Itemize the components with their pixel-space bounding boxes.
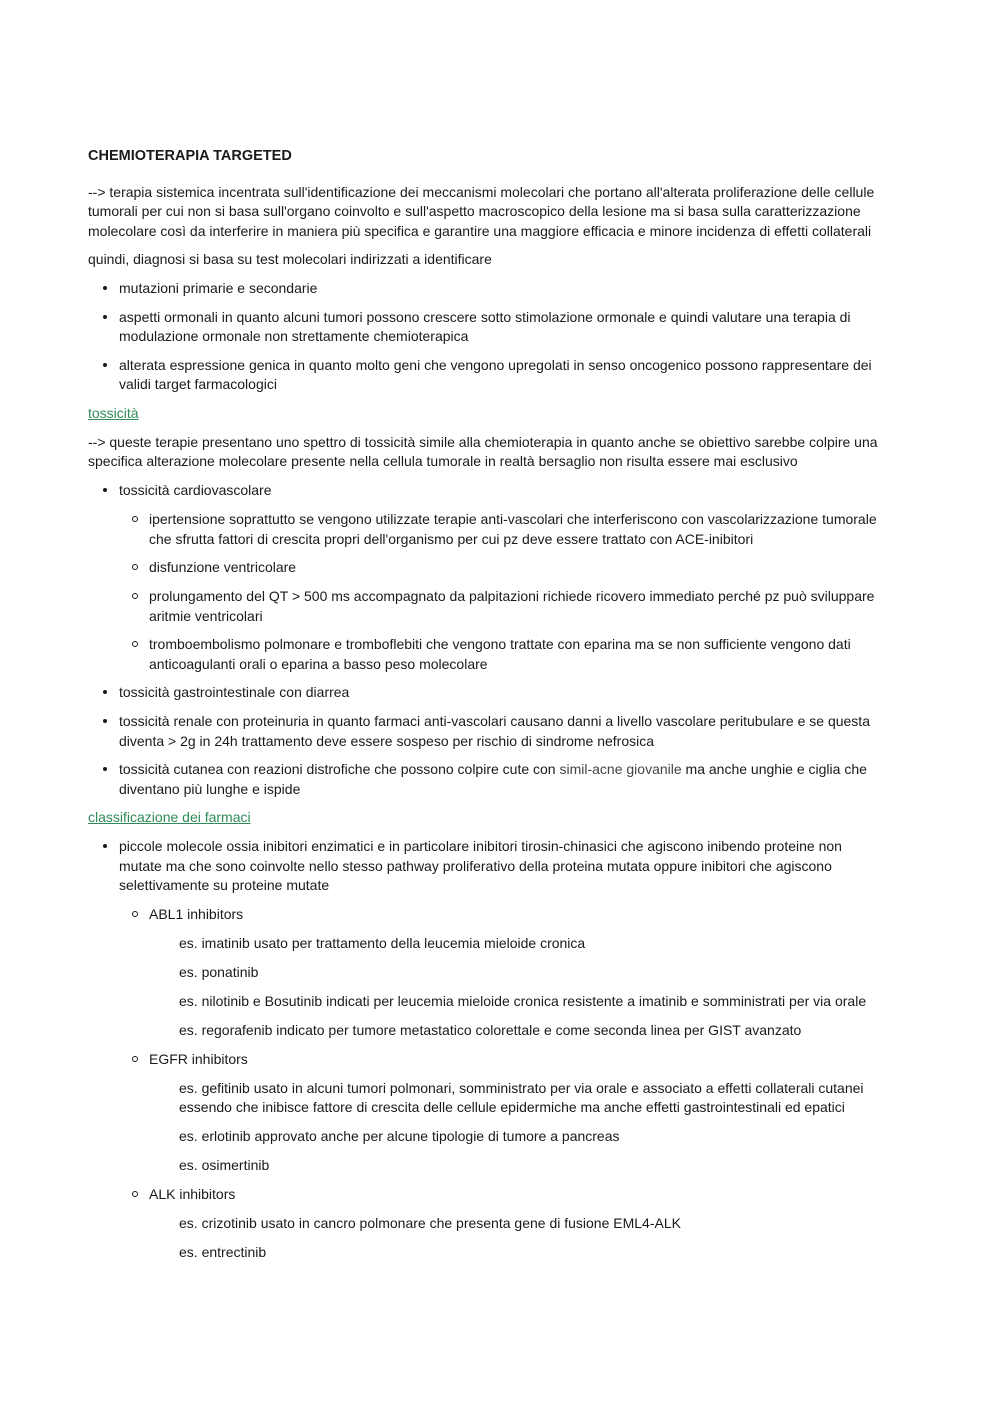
cardio-sublist xyxy=(119,510,878,674)
skin-highlight: simil-acne giovanile xyxy=(559,761,682,778)
example-item: es. erlotinib approvato anche per alcune tipologie di tumore a pancreas xyxy=(179,1127,620,1144)
list-item: disfunzione ventricolare xyxy=(119,558,878,577)
list-item: mutazioni primarie e secondarie xyxy=(88,279,878,298)
list-item: tromboembolismo polmonare e tromboflebiti che vengono trattate con eparina ma se non sufficiente vengono dati anticoagulanti orali o eparina a basso peso molecolare xyxy=(119,635,878,674)
group-name: EGFR inhibitors xyxy=(149,1050,248,1067)
example-item: es. osimertinib xyxy=(179,1156,270,1173)
list-item: aspetti ormonali in quanto alcuni tumori possono crescere sotto stimolazione ormonale e quindi valutare una terapia di modulazione ormonale non strettamente chemioterapica xyxy=(88,308,878,347)
list-item: tossicità gastrointestinale con diarrea xyxy=(88,683,878,702)
document-page xyxy=(88,146,878,1271)
example-item: es. entrectinib xyxy=(179,1243,267,1260)
example-list xyxy=(149,1214,878,1262)
example-item: es. imatinib usato per trattamento della leucemia mieloide cronica xyxy=(179,935,586,952)
example-item: es. gefitinib usato in alcuni tumori polmonari, somministrato per via orale e associato a effetti collaterali cutanei essendo che inibisce fattore di crescita delle cellule epidermiche ma anche effetti gastrointestinali ed epatici xyxy=(179,1079,864,1116)
list-item xyxy=(88,837,878,1262)
skin-text-before: tossicità cutanea con reazioni distrofiche che possono colpire cute con xyxy=(119,761,560,778)
example-item: es. nilotinib e Bosutinib indicati per leucemia mieloide cronica resistente a imatinib e somministrati per via orale xyxy=(179,993,867,1009)
example-item: es. regorafenib indicato per tumore metastatico colorettale e come seconda linea per GIST avanzato xyxy=(179,1021,802,1038)
page-title: CHEMIOTERAPIA TARGETED xyxy=(88,148,292,164)
list-item: prolungamento del QT > 500 ms accompagnato da palpitazioni richiede ricovero immediato perché pz può sviluppare aritmie ventricolari xyxy=(119,587,878,626)
cardio-toxicity-label: tossicità cardiovascolare xyxy=(119,482,272,499)
list-item: ipertensione soprattutto se vengono utilizzate terapie anti-vascolari che interferiscono con vascolarizzazione tumorale che sfrutta fattori di crescita propri dell'organismo per cui pz deve essere trattato con ACE-inibitori xyxy=(119,510,878,549)
classification-link[interactable]: classificazione dei farmaci xyxy=(88,809,251,826)
example-list xyxy=(149,1079,878,1175)
example-item: es. crizotinib usato in cancro polmonare che presenta gene di fusione EML4-ALK xyxy=(179,1214,681,1231)
toxicity-list xyxy=(88,481,878,799)
skin-text-after: ma anche unghie e ciglia che diventano più lunghe e ispide xyxy=(119,761,867,797)
example-item: es. ponatinib xyxy=(179,964,259,981)
classification-list xyxy=(88,837,878,1262)
group-name: ABL1 inhibitors xyxy=(149,906,244,923)
drug-groups xyxy=(119,905,878,1262)
small-molecules-text: piccole molecole ossia inibitori enzimatici e in particolare inibitori tirosin-chinasici che agiscono inibendo proteine non mutate ma che sono coinvolte nello stesso pathway proliferativo della proteina mutata oppure inibitori che agiscono selettivamente su proteine mutate xyxy=(119,838,842,893)
list-item: alterata espressione genica in quanto molto geni che vengono upregolati in senso oncogenico possono rappresentare dei validi target farmacologici xyxy=(88,356,878,395)
diagnosis-list xyxy=(88,279,878,394)
drug-group xyxy=(119,1050,878,1175)
drug-group xyxy=(119,905,878,1040)
toxicity-link[interactable]: tossicità xyxy=(88,405,139,422)
group-name: ALK inhibitors xyxy=(149,1185,236,1202)
list-item: tossicità renale con proteinuria in quanto farmaci anti-vascolari causano danni a livello vascolare peritubulare e se questa diventa > 2g in 24h trattamento deve essere sospeso per rischio di sindrome nefrosica xyxy=(88,712,878,751)
list-item xyxy=(88,481,878,674)
diagnosis-paragraph: quindi, diagnosi si basa su test molecolari indirizzati a identificare xyxy=(88,251,492,268)
drug-group xyxy=(119,1185,878,1262)
intro-paragraph: --> terapia sistemica incentrata sull'identificazione dei meccanismi molecolari che portano all'alterata proliferazione delle cellule tumorali per cui non si basa sull'organo coinvolto e sull'aspetto macroscopico della lesione ma si basa sulla caratterizzazione molecolare così da interferire in maniera più specifica e garantire una maggiore efficacia e minore incidenza di effetti collaterali xyxy=(88,184,875,239)
toxicity-intro: --> queste terapie presentano uno spettro di tossicità simile alla chemioterapia in quanto anche se obiettivo sarebbe colpire una specifica alterazione molecolare presente nella cellula tumorale in realtà bersaglio non risulta essere mai esclusivo xyxy=(88,433,878,470)
example-list xyxy=(149,934,878,1040)
list-item xyxy=(88,760,878,799)
